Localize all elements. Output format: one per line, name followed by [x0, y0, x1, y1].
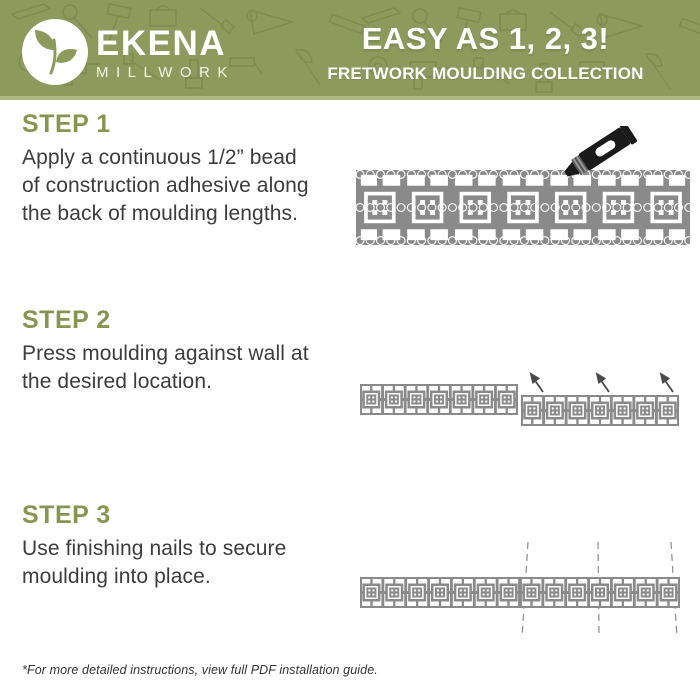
step-3-line-2: moulding into place.: [22, 565, 211, 588]
step-2-text: [22, 340, 352, 396]
step-3-text: [22, 535, 352, 591]
step-3-moulding-illustration: [360, 577, 680, 613]
step-2-moulding-piece-right: [521, 395, 679, 431]
step-2-title: STEP 2: [22, 306, 111, 334]
brand-block: [96, 26, 235, 80]
leaf-icon: [21, 18, 89, 86]
step-1-title: STEP 1: [22, 110, 111, 138]
step-1-line-2: of construction adhesive along: [22, 174, 309, 197]
header-title-block: [318, 21, 653, 84]
footer-note: *For more detailed instructions, view full PDF installation guide.: [22, 663, 378, 677]
step-2-moulding-piece-left: [360, 384, 518, 420]
step-3-line-1: Use finishing nails to secure: [22, 537, 287, 560]
header-banner: [0, 0, 700, 100]
step-3-block: [22, 501, 352, 591]
header-title: EASY AS 1, 2, 3!: [361, 21, 610, 56]
adhesive-tube-icon: [552, 126, 672, 186]
press-arrows-icon: [514, 366, 680, 396]
brand-name: EKENA: [96, 24, 227, 63]
step-2-line-1: Press moulding against wall at: [22, 342, 309, 365]
header-subtitle: FRETWORK MOULDING COLLECTION: [327, 64, 644, 83]
step-2-line-2: the desired location.: [22, 370, 213, 393]
step-2-block: [22, 306, 352, 396]
step-1-line-1: Apply a continuous 1/2” bead: [22, 146, 297, 169]
step-3-title: STEP 3: [22, 501, 111, 529]
brand-subname: MILLWORK: [96, 64, 235, 81]
step-1-line-3: the back of moulding lengths.: [22, 202, 299, 225]
header-bottom-strip: [0, 96, 700, 100]
step-1-text: [22, 144, 352, 228]
step-1-block: [22, 110, 352, 228]
